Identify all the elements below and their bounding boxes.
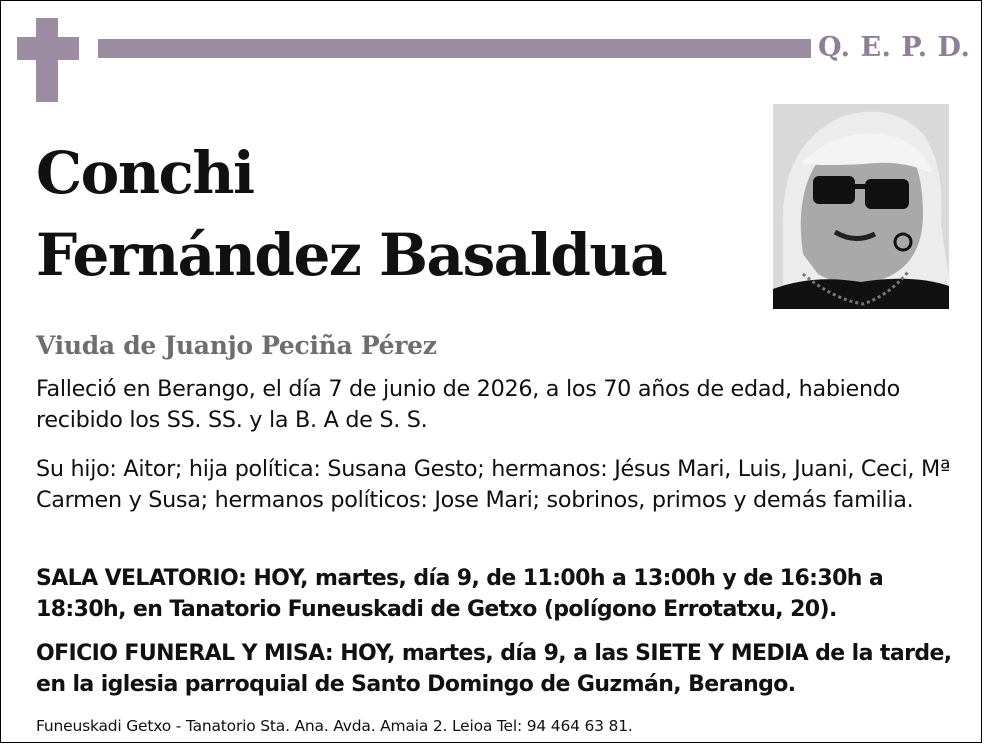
wake-details: SALA VELATORIO: HOY, martes, día 9, de 11:00h a 13:00h y de 16:30h a 18:30h, en Tanatorio Funeuskadi de Getxo (polígono Errotatxu, 20). [36, 566, 884, 622]
widow-of: Viuda de Juanjo Peciña Pérez [36, 331, 437, 360]
cross-horizontal-bar [17, 37, 79, 60]
cross-vertical-bar [36, 18, 58, 102]
portrait-photo [773, 104, 949, 309]
family-list: Su hijo: Aitor; hija política: Susana Gesto; hermanos: Jésus Mari, Luis, Juani, Ceci, Mª Carmen y Susa; hermanos políticos: Jose Mari; sobrinos, primos y demás familia. [36, 456, 951, 513]
portrait-illustration [773, 104, 949, 309]
qepd-label: Q. E. P. D. [818, 32, 971, 63]
death-notice: Falleció en Berango, el día 7 de junio de 2026, a los 70 años de edad, habiendo recibido los SS. SS. y la B. A de S. S. [36, 376, 901, 433]
first-name: Conchi [36, 139, 254, 207]
funeral-home-footer: Funeuskadi Getxo - Tanatorio Sta. Ana. Avda. Amaia 2. Leioa Tel: 94 464 63 81. [36, 717, 633, 735]
deceased-name [36, 132, 666, 296]
header-rule [98, 39, 811, 58]
funeral-details: OFICIO FUNERAL Y MISA: HOY, martes, día 9, a las SIETE Y MEDIA de la tarde, en la iglesia parroquial de Santo Domingo de Guzmán, Berango. [36, 641, 952, 697]
surnames: Fernández Basaldua [36, 221, 667, 289]
